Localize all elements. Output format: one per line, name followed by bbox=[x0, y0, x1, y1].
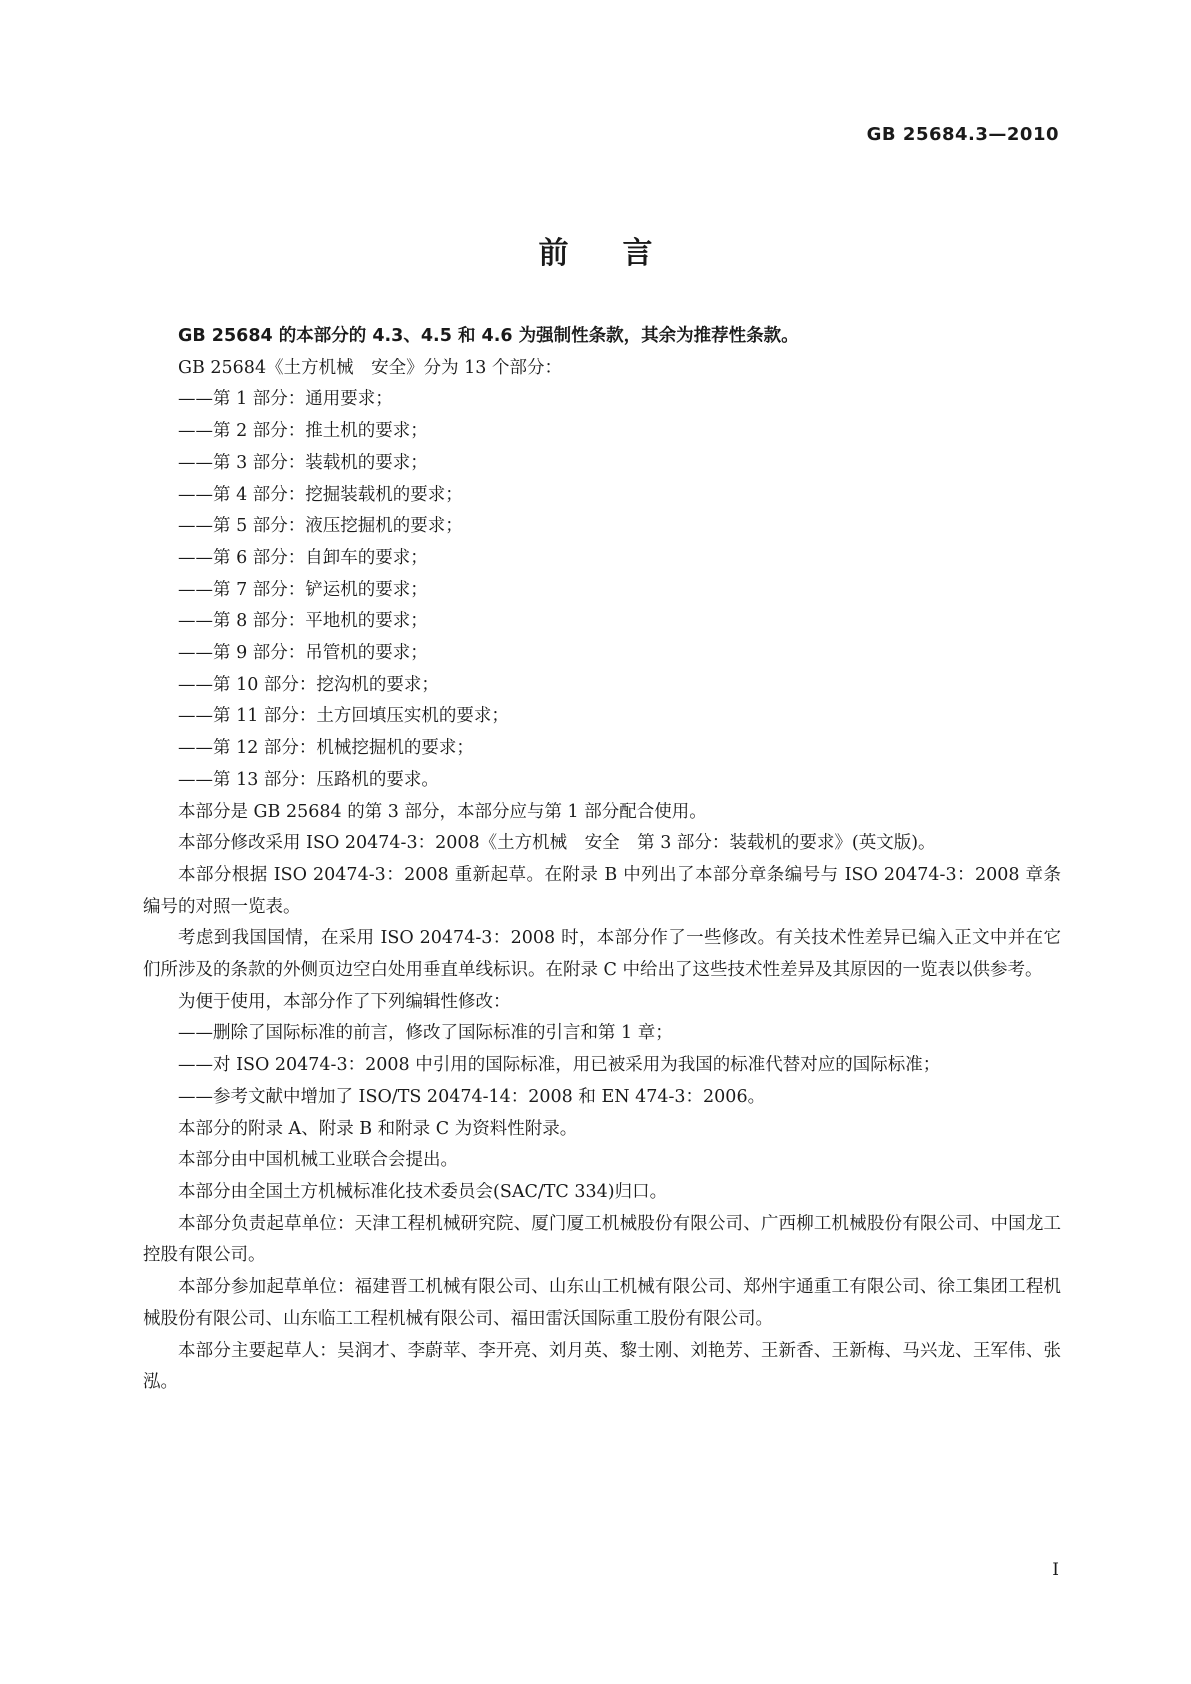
page-title: 前言 bbox=[538, 236, 707, 271]
part-list-item: ——第 4 部分：挖掘装载机的要求； bbox=[178, 484, 463, 505]
parts-intro: GB 25684《土方机械 安全》分为 13 个部分： bbox=[178, 357, 562, 378]
edit-list-item: ——参考文献中增加了 ISO/TS 20474-14：2008 和 EN 474-3：2006。 bbox=[178, 1086, 766, 1107]
part-list-item: ——第 7 部分：铲运机的要求； bbox=[178, 579, 428, 600]
part-list-item: ——第 11 部分：土方回填压实机的要求； bbox=[178, 706, 509, 727]
edit-list-item: ——对 ISO 20474-3：2008 中引用的国际标准，用已被采用为我国的标准代替对应的国际标准； bbox=[178, 1055, 941, 1076]
body-paragraph: 本部分由全国土方机械标准化技术委员会(SAC/TC 334)归口。 bbox=[178, 1181, 668, 1202]
part-list-item: ——第 10 部分：挖沟机的要求； bbox=[178, 674, 439, 695]
part-list-item: ——第 8 部分：平地机的要求； bbox=[178, 611, 428, 632]
body-paragraph: 本部分修改采用 ISO 20474-3：2008《土方机械 安全 第 3 部分：装载机的要求》(英文版)。 bbox=[178, 833, 936, 854]
page-number: I bbox=[1052, 1560, 1059, 1580]
body-paragraph: 本部分由中国机械工业联合会提出。 bbox=[178, 1150, 458, 1171]
foreword-body bbox=[143, 321, 1061, 1399]
body-paragraph: 本部分是 GB 25684 的第 3 部分，本部分应与第 1 部分配合使用。 bbox=[178, 801, 707, 822]
part-list-item: ——第 6 部分：自卸车的要求； bbox=[178, 547, 428, 568]
part-list-item: ——第 12 部分：机械挖掘机的要求； bbox=[178, 738, 474, 759]
mandatory-clause-statement: GB 25684 的本部分的 4.3、4.5 和 4.6 为强制性条款，其余为推荐性条款。 bbox=[178, 326, 799, 346]
body-paragraph: 考虑到我国国情，在采用 ISO 20474-3：2008 时，本部分作了一些修改。有关技术性差异已编入正文中并在它们所涉及的条款的外侧页边空白处用垂直单线标识。在附录 C 中给出了这些技术性差异及其原因的一览表以供参考。 bbox=[143, 928, 1061, 981]
part-list-item: ——第 2 部分：推土机的要求； bbox=[178, 421, 428, 442]
body-paragraph: 本部分根据 ISO 20474-3：2008 重新起草。在附录 B 中列出了本部分章条编号与 ISO 20474-3：2008 章条编号的对照一览表。 bbox=[143, 864, 1061, 917]
body-paragraph: 本部分负责起草单位：天津工程机械研究院、厦门厦工机械股份有限公司、广西柳工机械股份有限公司、中国龙工控股有限公司。 bbox=[143, 1213, 1061, 1266]
part-list-item: ——第 13 部分：压路机的要求。 bbox=[178, 769, 439, 790]
edit-list-item: ——删除了国际标准的前言，修改了国际标准的引言和第 1 章； bbox=[178, 1023, 673, 1044]
part-list-item: ——第 5 部分：液压挖掘机的要求； bbox=[178, 516, 463, 537]
standard-number: GB 25684.3—2010 bbox=[866, 124, 1059, 145]
body-paragraph: 为便于使用，本部分作了下列编辑性修改： bbox=[178, 991, 511, 1012]
part-list-item: ——第 3 部分：装载机的要求； bbox=[178, 452, 428, 473]
part-list-item: ——第 9 部分：吊管机的要求； bbox=[178, 643, 428, 664]
body-paragraph: 本部分参加起草单位：福建晋工机械有限公司、山东山工机械有限公司、郑州宇通重工有限公司、徐工集团工程机械股份有限公司、山东临工工程机械有限公司、福田雷沃国际重工股份有限公司。 bbox=[143, 1277, 1061, 1329]
body-paragraph: 本部分主要起草人：吴润才、李蔚苹、李开亮、刘月英、黎士刚、刘艳芳、王新香、王新梅、马兴龙、王军伟、张泓。 bbox=[143, 1340, 1061, 1393]
part-list-item: ——第 1 部分：通用要求； bbox=[178, 389, 393, 410]
body-paragraph: 本部分的附录 A、附录 B 和附录 C 为资料性附录。 bbox=[178, 1118, 578, 1139]
